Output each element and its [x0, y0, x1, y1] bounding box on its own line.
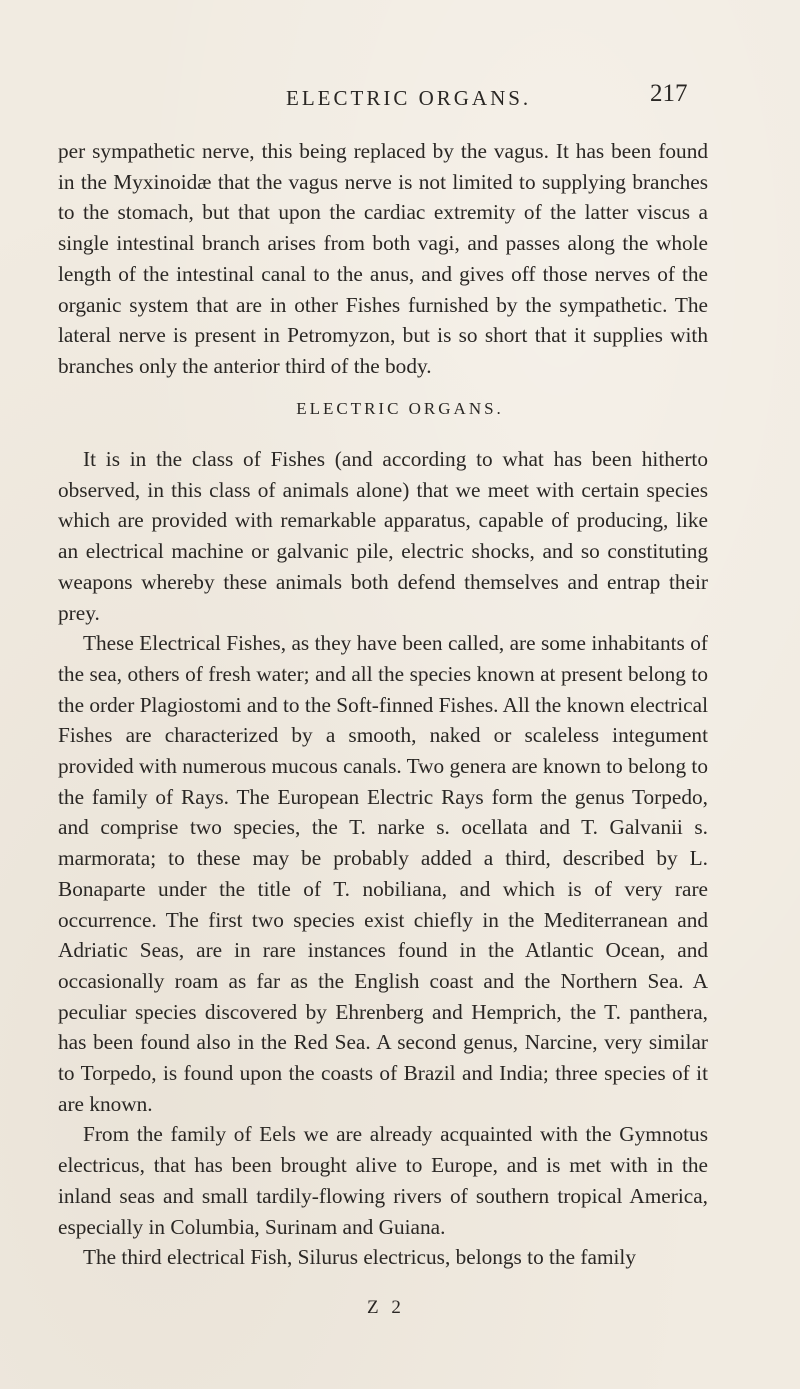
- signature-mark: Z 2: [367, 1297, 405, 1318]
- paragraph-electric-fishes-intro: It is in the class of Fishes (and according to what has been hitherto observed, in this class of animals alone) that we meet with certain species which are provided with remarkable apparatus, capable of producing, like an electrical machine or galvanic pile, electric shocks, and so constituting weapons whereby these animals both defend themselves and entrap their prey.: [58, 447, 708, 625]
- paragraph-torpedo-narcine: These Electrical Fishes, as they have been called, are some inhabitants of the sea, others of fresh water; and all the species known at present belong to the order Plagiostomi and to the Soft-finned Fishes. All the known electrical Fishes are characterized by a smooth, naked or scaleless integument provided with numerous mucous canals. Two genera are known to belong to the family of Rays. The European Electric Rays form the genus Torpedo, and comprise two species, the T. narke s. ocellata and T. Galvanii s. marmorata; to these may be probably added a third, described by L. Bonaparte under the title of T. nobiliana, and which is of very rare occurrence. The first two species exist chiefly in the Mediterranean and Adriatic Seas, are in rare instances found in the Atlantic Ocean, and occasionally roam as far as the English coast and the Northern Sea. A peculiar species discovered by Ehrenberg and Hemprich, the T. panthera, has been found also in the Red Sea. A second genus, Narcine, very similar to Torpedo, is found upon the coasts of Brazil and India; three species of it are known.: [58, 631, 708, 1116]
- section-text-block: [58, 444, 708, 1273]
- paragraph-gymnotus: From the family of Eels we are already acquainted with the Gymnotus electricus, that has been brought alive to Europe, and is met with in the inland seas and small tardily-flowing rivers of southern tropical America, especially in Columbia, Surinam and Guiana.: [58, 1122, 708, 1239]
- section-heading: ELECTRIC ORGANS.: [296, 399, 504, 418]
- intro-paragraph: per sympathetic nerve, this being replaced by the vagus. It has been found in the Myxinoidæ that the vagus nerve is not limited to supplying branches to the stomach, but that upon the cardiac extremity of the latter viscus a single intestinal branch arises from both vagi, and passes along the whole length of the intestinal canal to the anus, and gives off those nerves of the organic system that are in other Fishes furnished by the sympathetic. The lateral nerve is present in Petromyzon, but is so short that it supplies with branches only the anterior third of the body.: [58, 139, 708, 378]
- paragraph-silurus: The third electrical Fish, Silurus electricus, belongs to the family: [83, 1245, 636, 1270]
- running-head: [0, 80, 800, 116]
- running-title: ELECTRIC ORGANS.: [286, 86, 532, 110]
- page-number: 217: [650, 80, 688, 107]
- intro-text-block: [58, 136, 708, 382]
